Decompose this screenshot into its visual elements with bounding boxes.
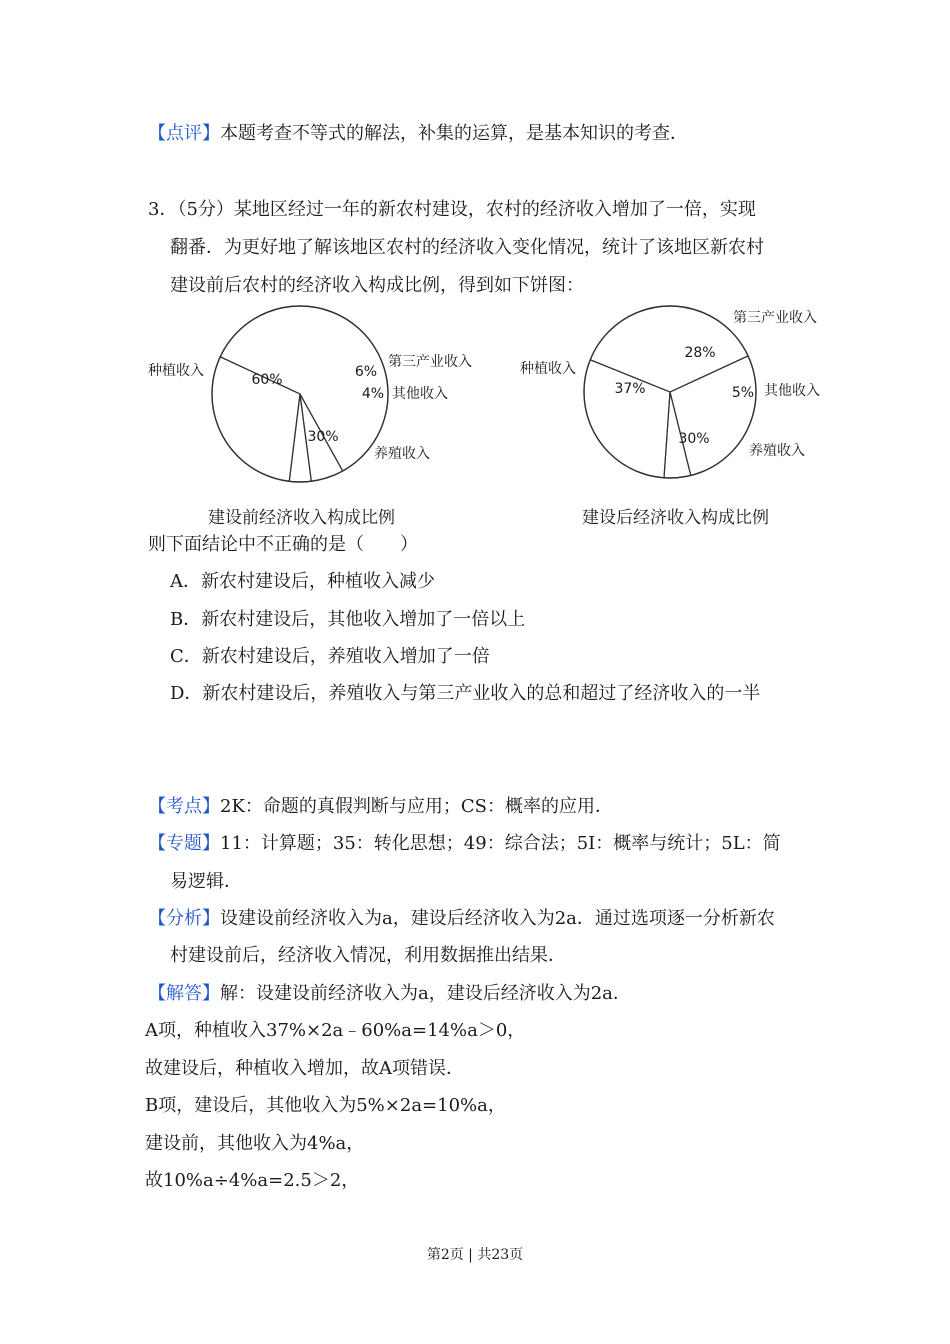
pie-charts — [0, 300, 950, 500]
fenxi-text: 设建设前经济收入为a，建设后经济收入为2a．通过选项逐一分析新农 — [220, 908, 775, 929]
zhuanti-text-cont: 易逻辑． — [170, 871, 242, 892]
pie-1-category-label-1: 第三产业收入 — [733, 310, 817, 326]
solution-step-5: 故10%a÷4%a=2.5＞2， — [145, 1170, 360, 1191]
pie-1-category-label-2: 其他收入 — [764, 383, 820, 399]
pie-0-category-label-3: 养殖收入 — [374, 446, 430, 462]
review-text: 本题考查不等式的解法，补集的运算，是基本知识的考查． — [220, 123, 688, 144]
jieda-text: 解：设建设前经济收入为a，建设后经济收入为2a． — [220, 983, 631, 1004]
pie-after-title: 建设后经济收入构成比例 — [582, 508, 769, 528]
jieda-tag: 【解答】 — [148, 983, 220, 1004]
kaodian-line — [148, 795, 613, 819]
pie-1-value-label-2: 5% — [731, 385, 755, 401]
solution-step-4: 建设前，其他收入为4%a， — [145, 1133, 365, 1154]
question-line-1: 3．（5分）某地区经过一年的新农村建设，农村的经济收入增加了一倍，实现 — [148, 199, 756, 220]
review-tag: 【点评】 — [148, 123, 220, 144]
jieda-line — [148, 982, 631, 1006]
option-b: B．新农村建设后，其他收入增加了一倍以上 — [170, 609, 526, 630]
kaodian-tag: 【考点】 — [148, 796, 220, 817]
pie-1-category-label-3: 养殖收入 — [749, 443, 805, 459]
review-line — [148, 122, 688, 146]
solution-step-3: B项，建设后，其他收入为5%×2a=10%a， — [145, 1095, 506, 1116]
pie-0-value-label-2: 4% — [361, 386, 385, 402]
option-a: A．新农村建设后，种植收入减少 — [170, 571, 435, 592]
zhuanti-line — [148, 832, 781, 856]
pie-0-category-label-2: 其他收入 — [392, 386, 448, 402]
pie-1-value-label-3: 30% — [678, 431, 710, 447]
fenxi-line — [148, 907, 775, 931]
pie-0-value-label-3: 30% — [307, 429, 339, 445]
zhuanti-text: 11：计算题；35：转化思想；49：综合法；5I：概率与统计；5L：简 — [220, 833, 781, 854]
option-d: D．新农村建设后，养殖收入与第三产业收入的总和超过了经济收入的一半 — [170, 683, 761, 704]
zhuanti-tag: 【专题】 — [148, 833, 220, 854]
solution-step-2: 故建设后，种植收入增加，故A项错误． — [145, 1058, 464, 1079]
fenxi-tag: 【分析】 — [148, 908, 220, 929]
pie-0-category-label-1: 第三产业收入 — [388, 354, 472, 370]
pie-0-value-label-1: 6% — [354, 364, 378, 380]
question-line-2: 翻番．为更好地了解该地区农村的经济收入变化情况，统计了该地区新农村 — [170, 237, 764, 258]
pie-before-title: 建设前经济收入构成比例 — [208, 508, 395, 528]
pie-1-value-label-1: 28% — [684, 345, 716, 361]
option-c: C．新农村建设后，养殖收入增加了一倍 — [170, 646, 490, 667]
pie-0-value-label-0: 60% — [251, 372, 283, 388]
fenxi-text-cont: 村建设前后，经济收入情况，利用数据推出结果． — [170, 945, 566, 966]
question-prompt: 则下面结论中不正确的是（ ） — [148, 534, 418, 555]
solution-step-1: A项，种植收入37%×2a﹣60%a=14%a＞0， — [145, 1020, 526, 1041]
page-footer: 第2页 | 共23页 — [426, 1247, 524, 1263]
kaodian-text: 2K：命题的真假判断与应用；CS：概率的应用． — [220, 796, 614, 817]
pie-0-category-label-0: 种植收入 — [148, 363, 204, 379]
pie-1-value-label-0: 37% — [614, 381, 646, 397]
pie-1-category-label-0: 种植收入 — [520, 361, 576, 377]
question-line-3: 建设前后农村的经济收入构成比例，得到如下饼图： — [170, 275, 584, 296]
